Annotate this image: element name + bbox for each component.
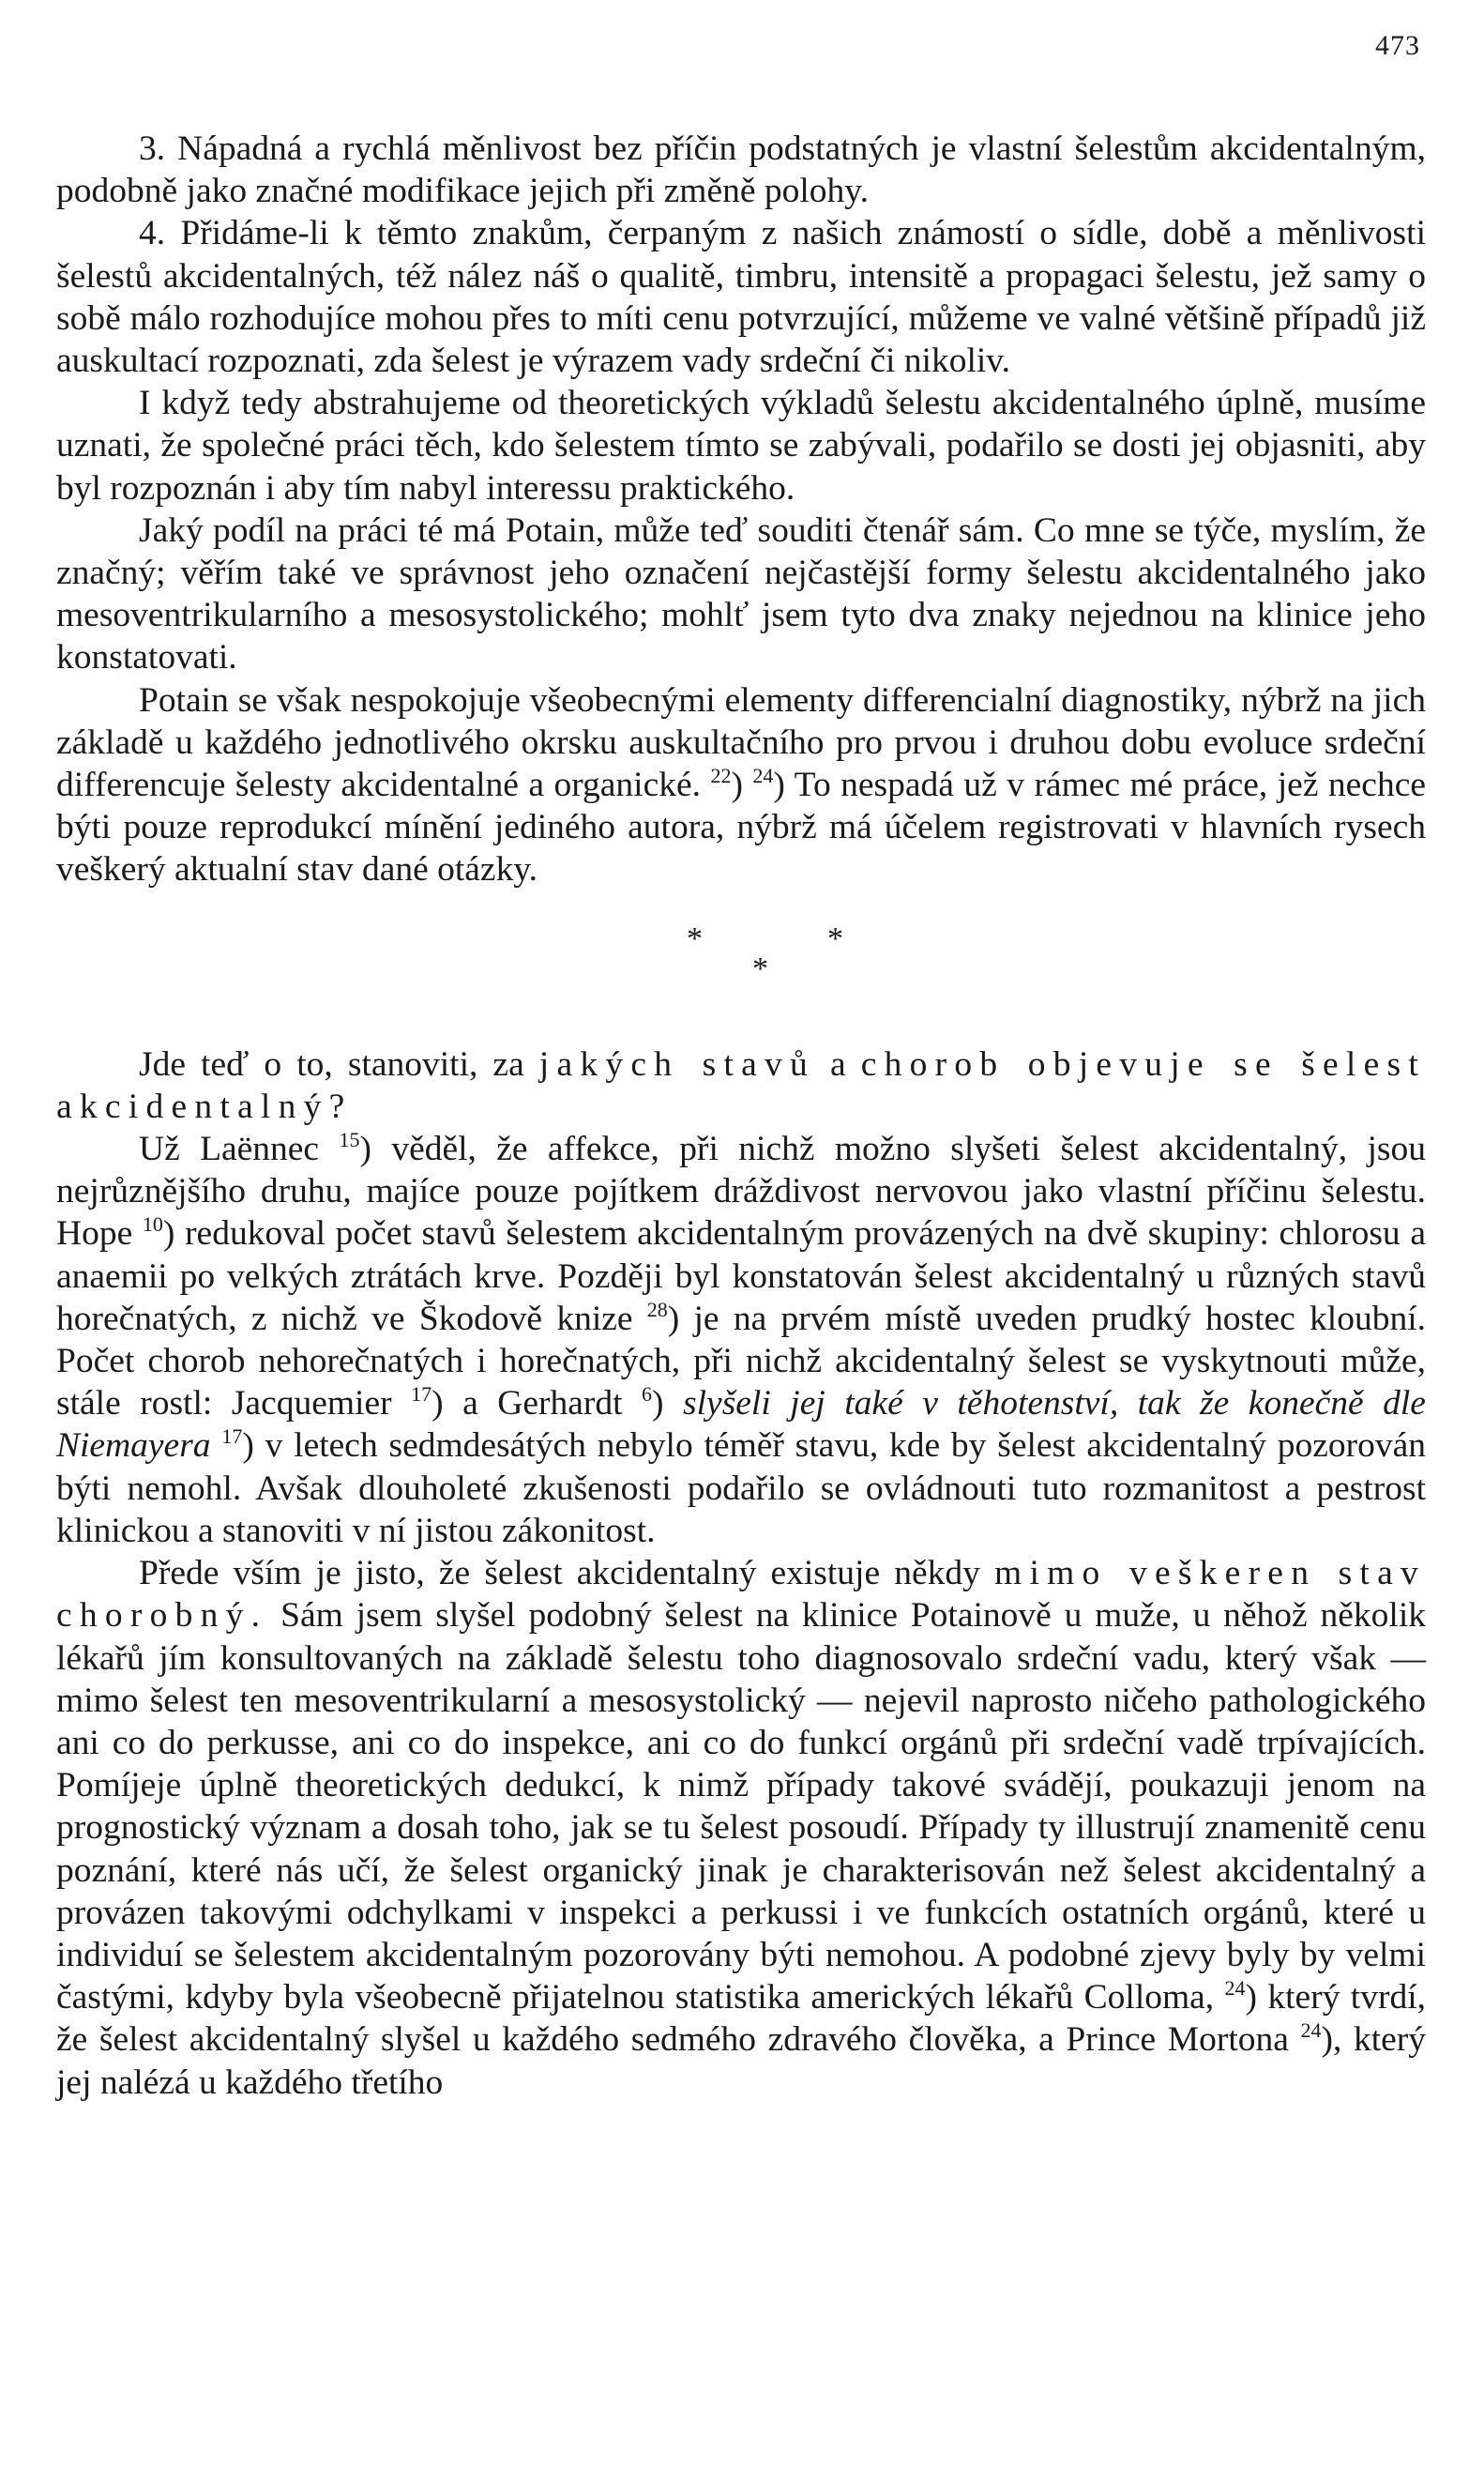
- section-separator: [56, 891, 1426, 1008]
- text-run: a: [830, 1044, 846, 1084]
- footnote-ref: 10: [142, 1212, 163, 1237]
- text-run: je na prvém místě uveden prudký hostec kloubní. Počet chorob nehorečnatých i horečnatých, při nichž akcidentalný šelest se vyskytnouti může, stále rostl: Jacquemier: [56, 1299, 1427, 1423]
- footnote-ref: 17: [411, 1382, 432, 1407]
- text-run: Potain se však nespokojuje všeobecnými elementy differencialní diagnostiky, nýbrž na jich základě u každého jednotlivého okrsku auskultačního pro prvou i druhou dobu evoluce srdeční differencuje šelesty akcidentalné a organické.: [56, 680, 1426, 805]
- text-run: který tvrdí, že šelest akcidentalný slyšel u každého sedmého zdravého člověka, a Prince Mortona: [56, 1978, 1426, 2060]
- text-run: Přede vším je jisto, že šelest akcidentalný existuje někdy: [139, 1554, 980, 1593]
- paragraph-4: 4. Přidáme-li k těmto znakům, čerpaným z našich známostí o sídle, době a měnlivosti šelestů akcidentalných, též nález náš o qualitě, timbru, intensitě a propagaci šelestu, jež samy o sobě málo rozhodujíce mohou přes to míti cenu potvrzující, můžeme ve valné většině případů již auskultací rozpoznati, zda šelest je výrazem vady srdeční či nikoliv.: [56, 214, 1426, 381]
- footnote-ref: 17: [221, 1424, 243, 1449]
- text-run: věděl, že affekce, při nichž možno slyšeti šelest akcidentalný, jsou nejrůznějšího druhu, majíce pouze pojítkem dráždivost nervovou jako vlastní příčinu šelestu. Hope: [56, 1130, 1427, 1254]
- footnote-ref: 6: [642, 1382, 653, 1407]
- text-run: v letech sedmdesátých nebylo téměř stavu, kde by šelest akcidentalný pozorován býti nemohl. Avšak dlouholeté zkušenosti podařilo se ovládnouti tuto rozmanitost a pestrost klinickou a stanoviti v ní jistou zákonitost.: [56, 1426, 1426, 1550]
- paragraph-3: 3. Nápadná a rychlá měnlivost bez příčin podstatných je vlastní šelestům akcidentalným, podobně jako značné modifikace jejich při změně polohy.: [56, 129, 1426, 211]
- paragraph-potain-share: Jaký podíl na práci té má Potain, může teď souditi čtenář sám. Co mne se týče, myslím, že značný; věřím také ve správnost jeho označení nejčastější formy šelestu akcidentalného jako mesoventrikularního a mesosystolického; mohlť jsem tyto dva znaky nejednou na klinice jeho konstatovati.: [56, 510, 1426, 677]
- spaced-text: jakých stavů: [538, 1044, 815, 1084]
- asterisk: *: [687, 921, 703, 956]
- paragraph-healthy: Přede vším je jisto, že šelest akcidentalný existuje někdy mimo veškeren stav chorobný. Sám jsem slyšel podobný šelest na klinice Potainově u muže, u něhož několik lékařů jím konsultovaných na základě šelestu toho diagnosovalo srdeční vadu, který však — mimo šelest ten mesoventrikularní a mesosystolický — nejevil naprosto ničeho pathologického ani co do perkusse, ani co do inspekce, ani co do funkcí orgánů při srdeční vadě trpívajících. Pomíjeje úplně theoretických dedukcí, k nimž případy takové svádějí, poukazuji jenom na prognostický význam a dosah toho, jak se tu šelest posoudí. Případy ty illustrují znamenitě cenu poznání, které nás učí, že šelest organický jinak je charakterisován než šelest akcidentalný a provázen takovými odchylkami v inspekci a perkussi i ve funkcích ostatních orgánů, které u individuí se šelestem akcidentalným pozorovány býti nemohou. A podobné zjevy byly by velmi častými, kdyby byla všeobecně přijatelnou statistika amerických lékařů Colloma, $^{24}$) který tvrdí, že šelest akcidentalný slyšel u každého sedmého zdravého člověka, a Prince Mortona $^{24}$), který jej nalézá u každého třetího: [56, 1554, 1427, 2102]
- footnote-ref: 22: [710, 764, 732, 788]
- spaced-text: chorob objevuje se šelest akcidentalný?: [56, 1044, 1427, 1126]
- footnote-ref: 24: [1300, 2018, 1322, 2043]
- text-run: a Gerhardt: [462, 1384, 623, 1423]
- asterisk: *: [752, 951, 768, 986]
- paragraph-abstraction: I když tedy abstrahujeme od theoretických výkladů šelestu akcidentalného úplně, musíme uznati, že společné práci těch, kdo šelestem tímto se zabývali, podařilo se dosti jej objasniti, aby byl rozpoznán i aby tím nabyl interessu praktického.: [56, 384, 1426, 508]
- paragraph-question: [56, 1043, 1426, 1128]
- text-run: redukoval počet stavů šelestem akcidentalným provázených na dvě skupiny: chlorosu a anaemii po velkých ztrátách krve. Později byl konstatován šelest akcidentalný u různých stavů horečnatých, z nichž ve Škodově knize: [56, 1214, 1426, 1338]
- footnote-ref: 24: [1224, 1976, 1246, 2001]
- paragraph-laennec: Už Laënnec $^{15}$) věděl, že affekce, při nichž možno slyšeti šelest akcidentalný, jsou nejrůznějšího druhu, majíce pouze pojítkem dráždivost nervovou jako vlastní příčinu šelestu. Hope $^{10}$) redukoval počet stavů šelestem akcidentalným provázených na dvě skupiny: chlorosu a anaemii po velkých ztrátách krve. Později byl konstatován šelest akcidentalný u různých stavů horečnatých, z nichž ve Škodově knize $^{28}$) je na prvém místě uveden prudký hostec kloubní. Počet chorob nehorečnatých i horečnatých, při nichž akcidentalný šelest se vyskytnouti může, stále rostl: Jacquemier $^{17}$) a Gerhardt $^6$) slyšeli jej také v těhotenství, tak že konečně dle Niemayera $^{17}$) v letech sedmdesátých nebylo téměř stavu, kde by šelest akcidentalný pozorován býti nemohl. Avšak dlouholeté zkušenosti podařilo se ovládnouti tuto rozmanitost a pestrost klinickou a stanoviti v ní jistou zákonitost.: [56, 1128, 1427, 1550]
- asterisk: *: [827, 921, 843, 956]
- body-text: [56, 128, 1426, 2104]
- page-number: 473: [1375, 30, 1420, 61]
- footnote-ref: 15: [339, 1128, 360, 1152]
- paragraph-potain-diagnostics: Potain se však nespokojuje všeobecnými elementy differencialní diagnostiky, nýbrž na jich základě u každého jednotlivého okrsku auskultačního pro prvou i druhou dobu evoluce srdeční differencuje šelesty akcidentalné a organické. $^{22}$) $^{24}$) To nespadá už v rámec mé práce, jež nechce býti pouze reprodukcí mínění jediného autora, nýbrž má účelem registrovati v hlavních rysech veškerý aktualní stav dané otázky.: [56, 680, 1426, 890]
- text-run: Už Laënnec: [139, 1130, 320, 1169]
- spaced-text: mimo veškeren stav chorobný.: [56, 1554, 1426, 1636]
- text-run: slyšeli jej také v těhotenství, tak že konečně dle Niemayera: [56, 1384, 1426, 1466]
- footnote-ref: 24: [752, 764, 774, 788]
- footnote-ref: 28: [646, 1297, 668, 1321]
- text-run: Sám jsem slyšel podobný šelest na klinice Potainově u muže, u něhož několik lékařů jím konsultovaných na základě šelestu toho diagnosovalo srdeční vadu, který však — mimo šelest ten mesoventrikularní a mesosystolický — nejevil naprosto ničeho pathologického ani co do perkusse, ani co do inspekce, ani co do funkcí orgánů při srdeční vadě trpívajících. Pomíjeje úplně theoretických dedukcí, k nimž případy takové svádějí, poukazuji jenom na prognostický význam a dosah toho, jak se tu šelest posoudí. Případy ty illustrují znamenitě cenu poznání, které nás učí, že šelest organický jinak je charakterisován než šelest akcidentalný a provázen takovými odchylkami v inspekci a perkussi i ve funkcích ostatních orgánů, které u individuí se šelestem akcidentalným pozorovány býti nemohou. A podobné zjevy byly by velmi častými, kdyby byla všeobecně přijatelnou statistika amerických lékařů Colloma,: [56, 1596, 1427, 2017]
- text-run: To nespadá už v rámec mé práce, jež nechce býti pouze reprodukcí mínění jediného autora, nýbrž má účelem registrovati v hlavních rysech veškerý aktualní stav dané otázky.: [56, 766, 1426, 890]
- text-run: Jde teď o to, stanoviti, za: [139, 1044, 524, 1084]
- text-run: který jej nalézá u každého třetího: [56, 2020, 1427, 2102]
